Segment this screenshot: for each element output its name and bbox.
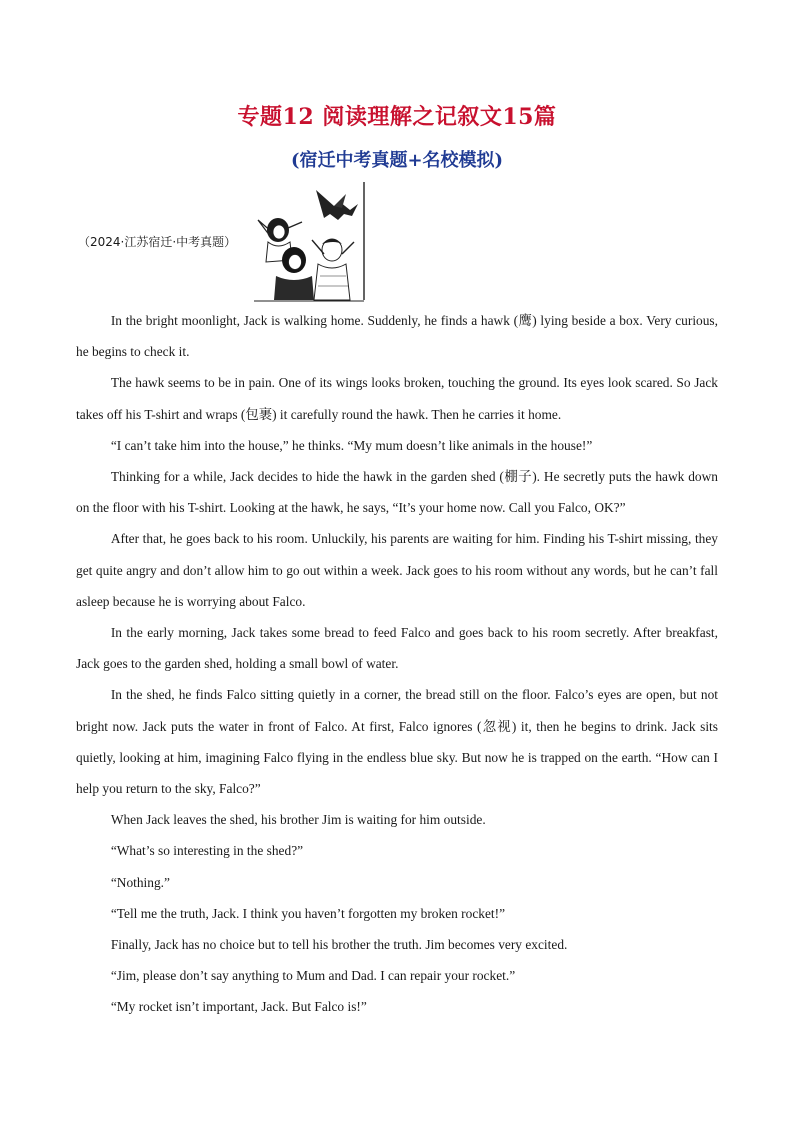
- story-text: [76, 305, 718, 1023]
- boy-figure: [312, 239, 354, 300]
- paragraph: Thinking for a while, Jack decides to hide the hawk in the garden shed (棚子). He secretly puts the hawk down on the floor with his T-shirt. Looking at the hawk, he says, “It’s your home now. Call you Falco, OK?”: [76, 469, 718, 516]
- paragraph: The hawk seems to be in pain. One of its wings looks broken, touching the ground. Its eyes look scared. So Jack takes off his T-shirt and wraps (包裹) it carefully round the hawk. Then he carries it home.: [76, 375, 718, 422]
- paragraph: In the bright moonlight, Jack is walking home. Suddenly, he finds a hawk (鹰) lying beside a box. Very curious, he begins to check it.: [76, 313, 718, 360]
- paragraph: “I can’t take him into the house,” he thinks. “My mum doesn’t like animals in the house!”: [110, 437, 593, 453]
- source-label: （2024·江苏宿迁·中考真题）: [78, 235, 237, 249]
- hawk-icon: [316, 190, 358, 220]
- document-subtitle: (宿迁中考真题+名校模拟): [290, 150, 504, 171]
- paragraph: In the shed, he finds Falco sitting quietly in a corner, the bread still on the floor. Falco’s eyes are open, but not bright now. Jack puts the water in front of Falco. At first, Falco ignores (忽视) it, then he begins to drink. Jack sits quietly, looking at him, imagining Falco flying in the endless blue sky. But now he is trapped on the earth. “How can I help you return to the sky, Falco?”: [76, 687, 718, 797]
- paragraph: When Jack leaves the shed, his brother Jim is waiting for him outside.: [110, 812, 486, 828]
- document-title: 专题12 阅读理解之记叙文15篇: [237, 104, 557, 130]
- paragraph: In the early morning, Jack takes some bread to feed Falco and goes back to his room secretly. After breakfast, Jack goes to the garden shed, holding a small bowl of water.: [76, 625, 718, 672]
- paragraph: After that, he goes back to his room. Unluckily, his parents are waiting for him. Finding his T-shirt missing, they get quite angry and don’t allow him to go out within a week. Jack goes to his room without any words, but he can’t fall asleep because he is worrying about Falco.: [76, 531, 718, 609]
- hawk-and-children-illustration: [254, 180, 370, 302]
- paragraph: “Tell me the truth, Jack. I think you haven’t forgotten my broken rocket!”: [110, 905, 506, 921]
- paragraph: “What’s so interesting in the shed?”: [110, 843, 304, 859]
- paragraph: “My rocket isn’t important, Jack. But Falco is!”: [110, 999, 367, 1015]
- paragraph: “Nothing.”: [110, 874, 170, 890]
- paragraph: Finally, Jack has no choice but to tell his brother the truth. Jim becomes very excited.: [110, 937, 568, 953]
- paragraph: “Jim, please don’t say anything to Mum and Dad. I can repair your rocket.”: [110, 968, 516, 984]
